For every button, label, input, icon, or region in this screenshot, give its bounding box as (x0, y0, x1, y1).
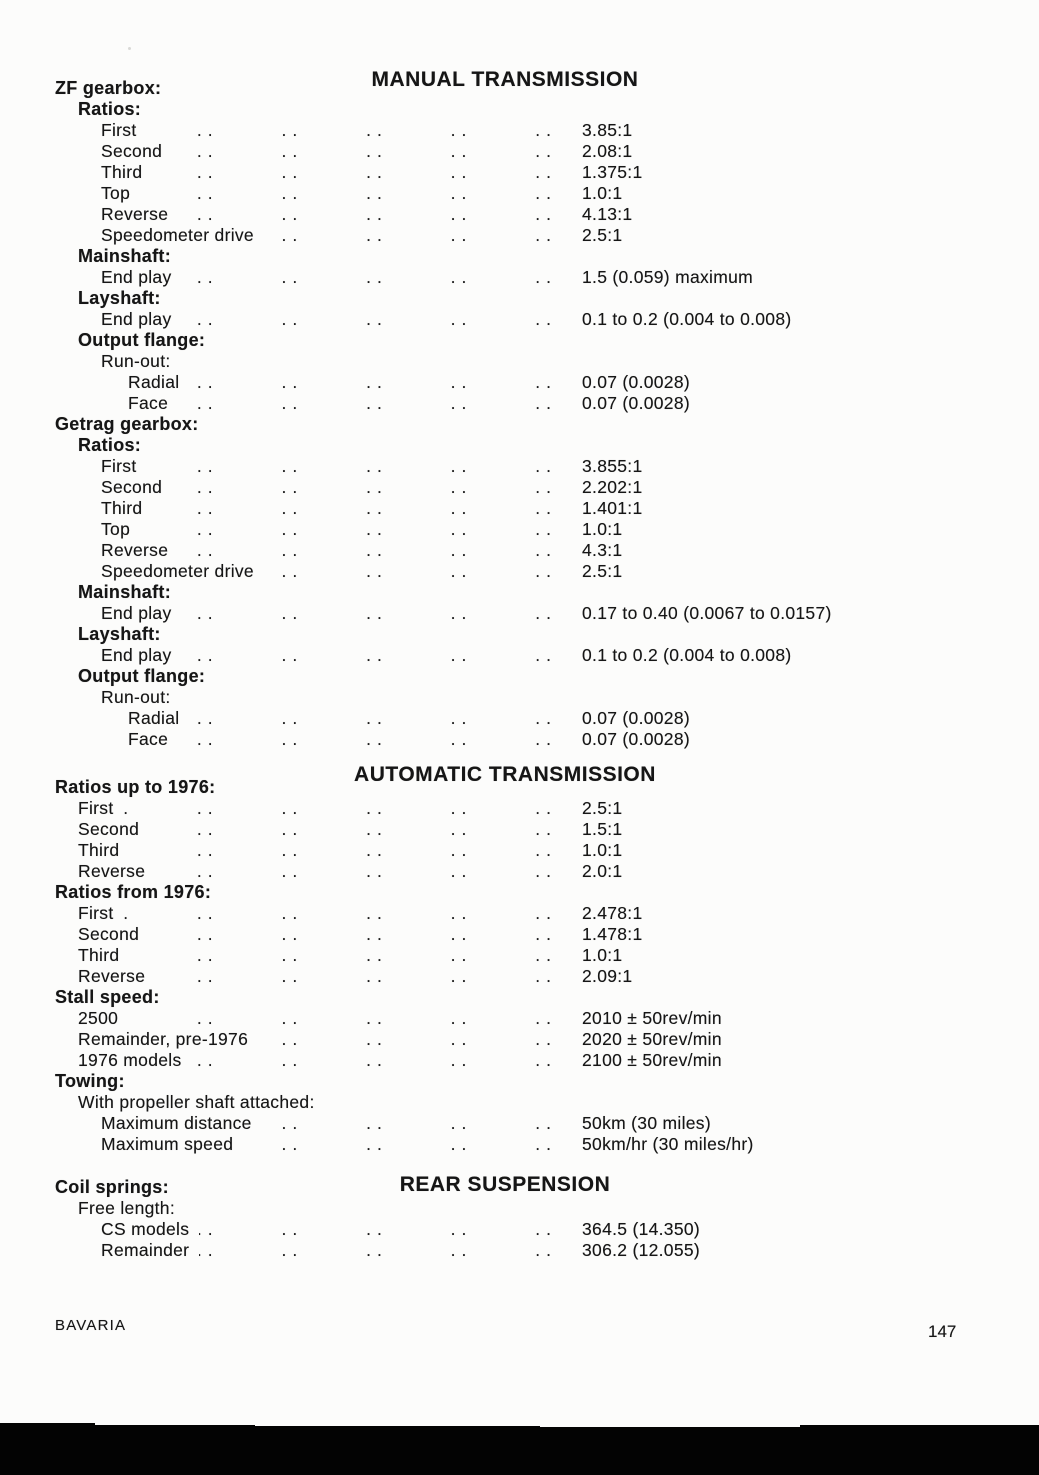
spec-label: Reverse (78, 861, 146, 881)
dot-leader (147, 456, 557, 477)
dot-leader (182, 603, 557, 624)
dot-leader (149, 924, 557, 945)
spec-row (55, 882, 955, 903)
spec-label: ZF gearbox: (55, 78, 162, 98)
spec-row (55, 1219, 955, 1240)
section-title: AUTOMATIC TRANSMISSION (354, 763, 656, 786)
spec-label: Output flange: (78, 330, 206, 350)
spec-value: 2.202:1 (582, 477, 643, 497)
spec-value: 364.5 (14.350) (582, 1219, 701, 1239)
dot-leader (199, 1219, 557, 1240)
scan-bar-edge (95, 1425, 255, 1428)
spec-value: 1.5:1 (582, 819, 623, 839)
spec-value: 2.08:1 (582, 141, 633, 161)
spec-row (55, 288, 955, 309)
spec-label: First (101, 120, 137, 140)
spec-label: Remainder (101, 1240, 190, 1260)
dot-leader (178, 204, 557, 225)
spec-row (55, 729, 955, 750)
spec-label: Top (101, 519, 131, 539)
spec-label: Second (78, 924, 140, 944)
spec-row (55, 708, 955, 729)
spec-row (55, 372, 955, 393)
spec-label: Third (78, 945, 120, 965)
spec-row (55, 351, 955, 372)
dot-leader (178, 393, 557, 414)
spec-value: 1.0:1 (582, 945, 623, 965)
spec-value: 2010 ± 50rev/min (582, 1008, 722, 1028)
spec-label: Towing: (55, 1071, 125, 1091)
spec-row (55, 1113, 955, 1134)
spec-label: Third (101, 162, 143, 182)
spec-row (55, 1050, 955, 1071)
spec-value: 0.07 (0.0028) (582, 708, 691, 728)
spec-value: 2.5:1 (582, 225, 623, 245)
spec-label: 2500 (78, 1008, 119, 1028)
section-rear-suspension (55, 1173, 955, 1261)
spec-label: End play (101, 603, 172, 623)
section-title: REAR SUSPENSION (399, 1173, 611, 1196)
spec-row (55, 924, 955, 945)
spec-label: With propeller shaft attached: (78, 1092, 315, 1112)
spec-value: 4.3:1 (582, 540, 623, 560)
spec-row (55, 120, 955, 141)
spec-row (55, 582, 955, 603)
dot-leader (182, 267, 557, 288)
spec-value: 1.0:1 (582, 183, 623, 203)
spec-value: 0.07 (0.0028) (582, 729, 691, 749)
spec-label: Speedometer drive (101, 225, 254, 245)
spec-value: 50km (30 miles) (582, 1113, 711, 1133)
bottom-scan-bar (0, 1427, 1039, 1475)
spec-value: 2100 ± 50rev/min (582, 1050, 722, 1070)
section-title: MANUAL TRANSMISSION (371, 68, 639, 91)
spec-label: Remainder, pre-1976 (78, 1029, 249, 1049)
spec-row (55, 78, 955, 99)
dot-leader (129, 840, 557, 861)
spec-row (55, 183, 955, 204)
spec-row (55, 498, 955, 519)
dot-leader (140, 183, 557, 204)
spec-value: 1.375:1 (582, 162, 643, 182)
spec-row (55, 162, 955, 183)
spec-value: 2020 ± 50rev/min (582, 1029, 722, 1049)
dot-leader (182, 645, 557, 666)
dot-leader (147, 120, 557, 141)
spec-value: 3.855:1 (582, 456, 643, 476)
spec-row (55, 456, 955, 477)
spec-value: 2.478:1 (582, 903, 643, 923)
spec-label: Maximum speed (101, 1134, 234, 1154)
footer-publication-name: BAVARIA (55, 1317, 127, 1334)
spec-row (55, 246, 955, 267)
spec-value: 0.17 to 0.40 (0.0067 to 0.0157) (582, 603, 832, 623)
section-automatic-transmission (55, 763, 955, 1155)
spec-value: 0.1 to 0.2 (0.004 to 0.008) (582, 309, 792, 329)
spec-label: Stall speed: (55, 987, 160, 1007)
spec-label: End play (101, 645, 172, 665)
spec-label: Layshaft: (78, 624, 161, 644)
spec-row (55, 861, 955, 882)
spec-label: End play (101, 267, 172, 287)
dot-leader (152, 162, 557, 183)
scan-speck (128, 47, 131, 50)
spec-row (55, 519, 955, 540)
section-manual-transmission (55, 68, 955, 750)
spec-row (55, 645, 955, 666)
spec-rows (55, 763, 955, 1155)
spec-value: 0.07 (0.0028) (582, 372, 691, 392)
spec-label: Third (78, 840, 120, 860)
spec-rows (55, 1173, 955, 1261)
spec-value: 2.5:1 (582, 798, 623, 818)
spec-value: 1.478:1 (582, 924, 643, 944)
spec-label: Maximum distance (101, 1113, 252, 1133)
dot-leader (155, 861, 557, 882)
spec-row (55, 99, 955, 120)
dot-leader (129, 945, 557, 966)
spec-label: Mainshaft: (78, 246, 171, 266)
spec-label: Radial (128, 708, 180, 728)
spec-value: 2.09:1 (582, 966, 633, 986)
dot-leader (172, 477, 557, 498)
spec-row (55, 819, 955, 840)
spec-row (55, 1008, 955, 1029)
spec-value: 0.07 (0.0028) (582, 393, 691, 413)
spec-label: Second (101, 477, 163, 497)
spec-label: Speedometer drive (101, 561, 254, 581)
spec-label: Ratios from 1976: (55, 882, 212, 902)
dot-leader (199, 1240, 557, 1261)
spec-rows (55, 68, 955, 750)
spec-row (55, 966, 955, 987)
spec-row (55, 1134, 955, 1155)
dot-leader (152, 498, 557, 519)
spec-row (55, 1092, 955, 1113)
dot-leader (172, 141, 557, 162)
spec-label: Run-out: (101, 687, 171, 707)
spec-label: Face (128, 729, 169, 749)
dot-leader (124, 903, 557, 924)
spec-label: Coil springs: (55, 1177, 169, 1197)
spec-label: Mainshaft: (78, 582, 171, 602)
spec-row (55, 903, 955, 924)
spec-row (55, 330, 955, 351)
spec-row (55, 603, 955, 624)
spec-value: 2.0:1 (582, 861, 623, 881)
spec-row (55, 840, 955, 861)
dot-leader (262, 1113, 557, 1134)
spec-row (55, 1240, 955, 1261)
spec-label: Radial (128, 372, 180, 392)
spec-value: 306.2 (12.055) (582, 1240, 701, 1260)
spec-label: Face (128, 393, 169, 413)
dot-leader (178, 540, 557, 561)
spec-row (55, 777, 955, 798)
scan-bar-edge (800, 1425, 1039, 1428)
spec-row (55, 435, 955, 456)
spec-value: 4.13:1 (582, 204, 633, 224)
spec-label: Reverse (101, 204, 169, 224)
spec-row (55, 477, 955, 498)
spec-row (55, 945, 955, 966)
spec-row (55, 225, 955, 246)
spec-label: Second (78, 819, 140, 839)
scan-bar-edge (250, 1426, 540, 1428)
spec-label: CS models (101, 1219, 190, 1239)
spec-row (55, 1177, 955, 1198)
dot-leader (178, 729, 557, 750)
dot-leader (189, 708, 557, 729)
spec-row (55, 267, 955, 288)
dot-leader (140, 519, 557, 540)
spec-label: Top (101, 183, 131, 203)
spec-label: 1976 models (78, 1050, 182, 1070)
dot-leader (149, 819, 557, 840)
footer-page-number: 147 (928, 1322, 957, 1341)
spec-row (55, 1198, 955, 1219)
spec-label: First (78, 903, 114, 923)
spec-label: Free length: (78, 1198, 175, 1218)
spec-label: Getrag gearbox: (55, 414, 199, 434)
spec-value: 1.0:1 (582, 840, 623, 860)
spec-label: Reverse (101, 540, 169, 560)
spec-row (55, 414, 955, 435)
spec-row (55, 204, 955, 225)
spec-label: Output flange: (78, 666, 206, 686)
dot-leader (182, 309, 557, 330)
spec-row (55, 624, 955, 645)
spec-row (55, 798, 955, 819)
dot-leader (189, 372, 557, 393)
scan-bar-edge (0, 1423, 95, 1428)
spec-value: 1.0:1 (582, 519, 623, 539)
dot-leader (258, 1029, 557, 1050)
dot-leader (124, 798, 557, 819)
spec-label: Layshaft: (78, 288, 161, 308)
spec-label: Reverse (78, 966, 146, 986)
spec-row (55, 393, 955, 414)
spec-label: Second (101, 141, 163, 161)
dot-leader (155, 966, 557, 987)
spec-row (55, 666, 955, 687)
spec-row (55, 540, 955, 561)
spec-label: Third (101, 498, 143, 518)
dot-leader (264, 561, 557, 582)
spec-label: Ratios: (78, 99, 142, 119)
spec-value: 50km/hr (30 miles/hr) (582, 1134, 754, 1154)
spec-value: 0.1 to 0.2 (0.004 to 0.008) (582, 645, 792, 665)
dot-leader (192, 1050, 557, 1071)
spec-row (55, 561, 955, 582)
dot-leader (264, 225, 557, 246)
spec-value: 3.85:1 (582, 120, 633, 140)
spec-label: First (78, 798, 114, 818)
spec-label: Ratios: (78, 435, 142, 455)
spec-row (55, 309, 955, 330)
spec-value: 2.5:1 (582, 561, 623, 581)
spec-row (55, 1071, 955, 1092)
spec-label: End play (101, 309, 172, 329)
spec-row (55, 687, 955, 708)
dot-leader (243, 1134, 557, 1155)
spec-value: 1.401:1 (582, 498, 643, 518)
spec-row (55, 1029, 955, 1050)
spec-label: Ratios up to 1976: (55, 777, 216, 797)
spec-row (55, 141, 955, 162)
spec-label: First (101, 456, 137, 476)
spec-value: 1.5 (0.059) maximum (582, 267, 754, 287)
dot-leader (128, 1008, 557, 1029)
spec-row (55, 987, 955, 1008)
spec-label: Run-out: (101, 351, 171, 371)
